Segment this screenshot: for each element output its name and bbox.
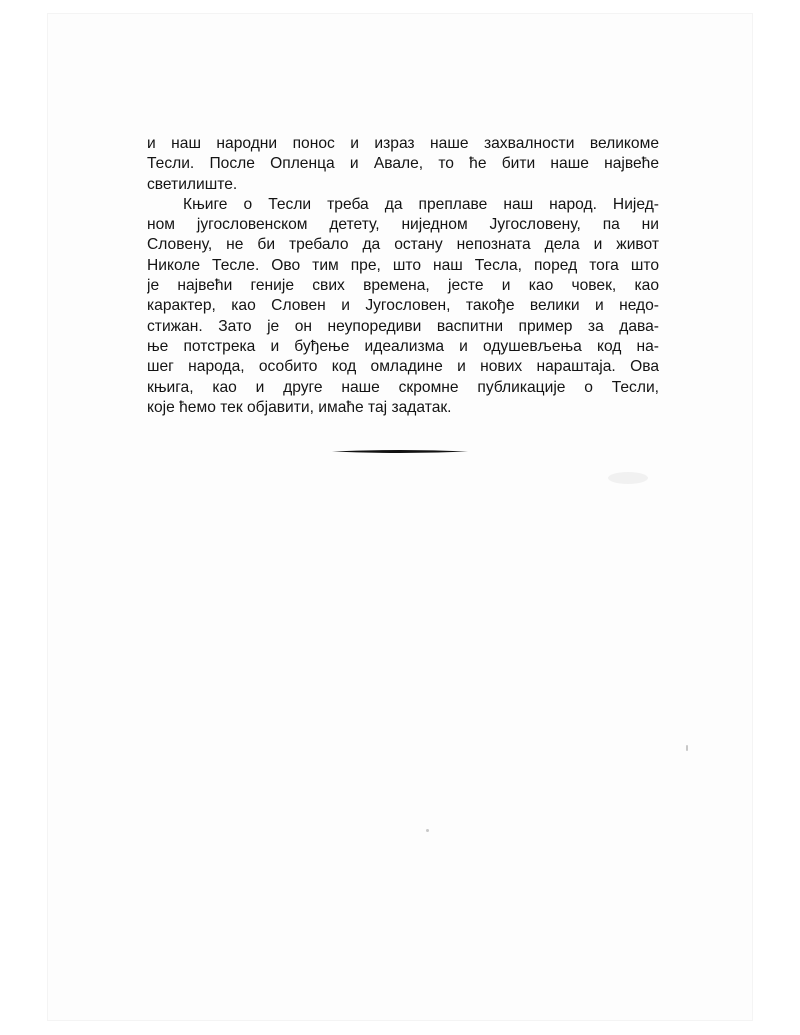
text-line: карактер, као Словен и Југословен, такође велики и недо- xyxy=(147,297,659,315)
scan-speck xyxy=(426,829,429,832)
text-line: и наш народни понос и израз наше захвалности великоме xyxy=(147,135,659,152)
text-line: стижан. Зато је он неупоредиви васпитни пример за дава- xyxy=(147,317,659,335)
body-text xyxy=(147,134,659,418)
scan-speck xyxy=(686,745,688,751)
text-line: књига, као и друге наше скромне публикације о Тесли, xyxy=(147,378,659,396)
text-line: ном југословенском детету, ниједном Југословену, па ни xyxy=(147,216,659,234)
text-line: ње потстрека и буђење идеализма и одушевљења код на- xyxy=(147,337,659,355)
section-divider xyxy=(332,449,468,454)
text-line: које ћемо тек објавити, имаће тај задатак. xyxy=(147,398,452,416)
text-line: Тесли. После Опленца и Авале, то ће бити наше највеће xyxy=(147,155,659,173)
text-line: Словену, не би требало да остану непозната дела и живот xyxy=(147,236,659,254)
text-line: Књиге о Тесли треба да преплаве наш народ. Нијед- xyxy=(183,195,659,213)
text-line: Николе Тесле. Ово тим пре, што наш Тесла, поред тога што xyxy=(147,256,659,274)
text-line: шег народа, особито код омладине и нових нараштаја. Ова xyxy=(147,358,659,376)
scan-speck xyxy=(608,472,648,484)
text-line: је највећи геније свих времена, јесте и као човек, као xyxy=(147,277,659,295)
text-line: светилиште. xyxy=(147,175,238,193)
paragraph-1 xyxy=(147,134,659,195)
paragraph-2 xyxy=(147,195,659,418)
